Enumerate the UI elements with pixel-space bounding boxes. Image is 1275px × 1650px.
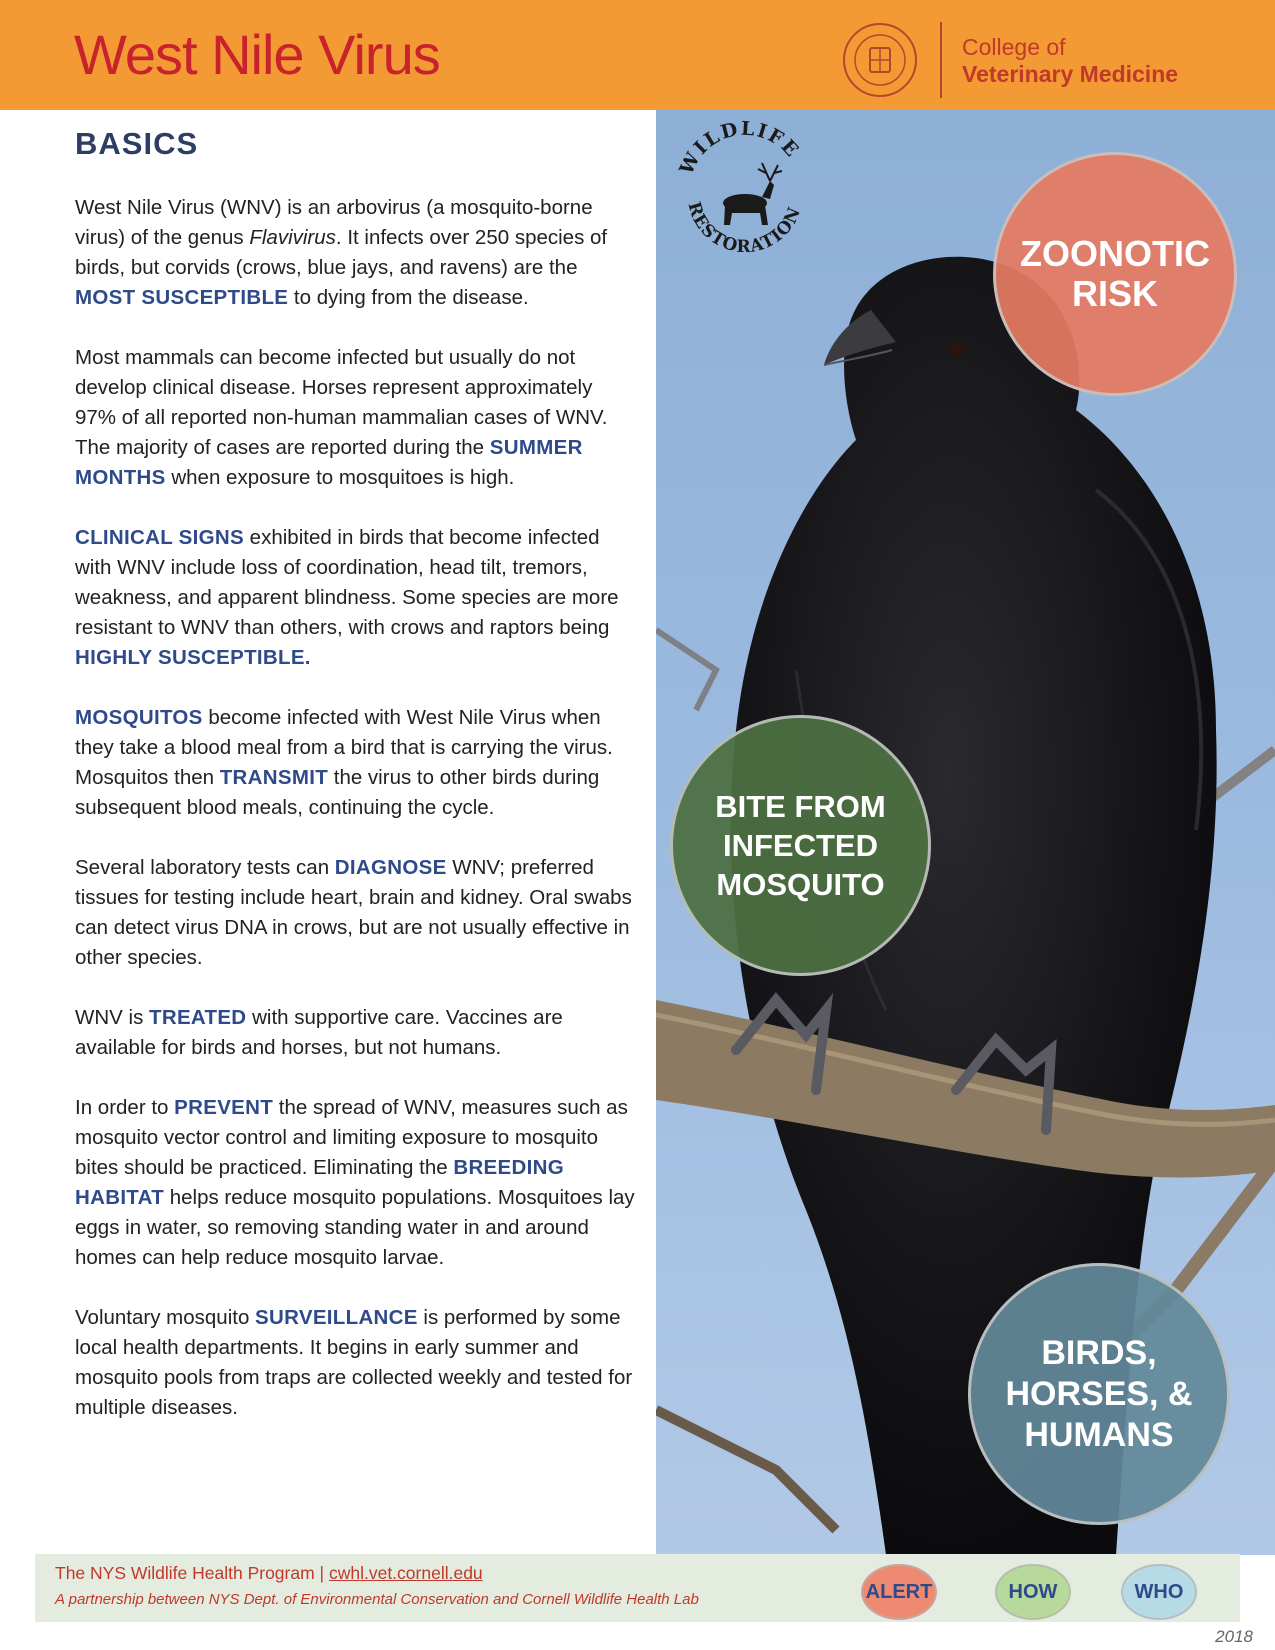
- text-run: West Nile Virus (WNV) is an arbovirus (a mosquito-borne virus) of the genus: [75, 196, 593, 249]
- page-title: West Nile Virus: [74, 23, 440, 86]
- paragraph-clinical-signs: [75, 523, 635, 673]
- circle-line: HORSES, &: [1005, 1374, 1193, 1413]
- highlight-mosquitos: MOSQUITOS: [75, 706, 203, 729]
- circle-line: BIRDS,: [1041, 1333, 1157, 1372]
- highlight-prevent: PREVENT: [174, 1096, 274, 1119]
- text-run: Voluntary mosquito: [75, 1306, 256, 1329]
- circle-line: MOSQUITO: [716, 867, 885, 902]
- paragraph-mammals: [75, 343, 635, 493]
- publication-year: 2018: [1215, 1627, 1253, 1646]
- cornell-seal-icon: [842, 22, 918, 98]
- highlight-diagnose: DIAGNOSE: [334, 856, 447, 879]
- genus-name: Flavivirus: [249, 226, 336, 249]
- header-divider: [940, 22, 942, 98]
- paragraph-surveillance: [75, 1303, 635, 1423]
- basics-body: [75, 193, 635, 1453]
- text-run: with supportive care. Vaccines are available for birds and horses, but not humans.: [75, 1006, 563, 1059]
- how-button[interactable]: HOW: [995, 1564, 1071, 1620]
- alert-button[interactable]: ALERT: [861, 1564, 937, 1620]
- text-run: Most mammals can become infected but usually do not develop clinical disease. Horses represent approximately 97% of all reported non-human mammalian cases of WNV. The majority of cases are reported during the: [75, 346, 608, 459]
- circle-line: ZOONOTIC: [1020, 233, 1210, 274]
- text-run: to dying from the disease.: [288, 286, 529, 309]
- header-banner: [0, 0, 1275, 110]
- highlight-highly-susceptible: HIGHLY SUSCEPTIBLE.: [75, 646, 311, 669]
- zoonotic-risk-circle: [993, 152, 1237, 396]
- circle-line: BITE FROM: [715, 789, 886, 824]
- section-heading: BASICS: [75, 126, 199, 161]
- affected-species-circle: [968, 1263, 1230, 1525]
- footer-program-line: [55, 1563, 483, 1584]
- highlight-clinical-signs: CLINICAL SIGNS: [75, 526, 244, 549]
- website-link[interactable]: cwhl.vet.cornell.edu: [328, 1563, 483, 1583]
- highlight-breeding-habitat: BREEDING HABITAT: [75, 1156, 564, 1209]
- text-run: is performed by some local health departments. It begins in early summer and mosquito pools from traps are collected weekly and tested for multiple diseases.: [75, 1306, 633, 1419]
- text-run: the spread of WNV, measures such as mosquito vector control and limiting exposure to mosquito bites should be practiced. Eliminating the: [75, 1096, 628, 1179]
- transmission-circle: [670, 715, 931, 976]
- text-run: WNV is: [75, 1006, 150, 1029]
- program-name: The NYS Wildlife Health Program: [55, 1563, 315, 1583]
- college-line2: Veterinary Medicine: [962, 61, 1179, 87]
- circle-line: INFECTED: [723, 828, 878, 863]
- text-run: In order to: [75, 1096, 175, 1119]
- text-run: the virus to other birds during subsequent blood meals, continuing the cycle.: [75, 766, 600, 819]
- circle-line: RISK: [1071, 273, 1158, 314]
- college-name: [962, 34, 1178, 88]
- text-run: WNV; preferred tissues for testing include heart, brain and kidney. Oral swabs can detect virus DNA in crows, but are not usually effective in other species.: [75, 856, 632, 969]
- text-run: when exposure to mosquitoes is high.: [165, 466, 515, 489]
- wildlife-restoration-logo: [670, 115, 820, 265]
- paragraph-species: [75, 193, 635, 313]
- footer-separator: |: [319, 1563, 325, 1583]
- highlight-transmit: TRANSMIT: [219, 766, 329, 789]
- text-run: helps reduce mosquito populations. Mosquitoes lay eggs in water, so removing standing water in and around homes can help reduce mosquito larvae.: [75, 1186, 635, 1269]
- circle-line: HUMANS: [1024, 1415, 1174, 1454]
- text-run: . It infects over 250 species of birds, but corvids (crows, blue jays, and ravens) are the: [75, 226, 608, 279]
- paragraph-treated: [75, 1003, 635, 1063]
- highlight-surveillance: SURVEILLANCE: [255, 1306, 418, 1329]
- footer-bar: [35, 1554, 1240, 1622]
- text-run: Several laboratory tests can: [75, 856, 335, 879]
- svg-text:WILDLIFE: WILDLIFE: [675, 117, 804, 179]
- text-run: become infected with West Nile Virus when they take a blood meal from a bird that is carrying the virus. Mosquitos then: [75, 706, 613, 789]
- highlight-most-susceptible: MOST SUSCEPTIBLE: [75, 286, 289, 309]
- partnership-text: A partnership between NYS Dept. of Environmental Conservation and Cornell Wildlife Health Lab: [55, 1591, 699, 1608]
- highlight-treated: TREATED: [149, 1006, 247, 1029]
- svg-text:RESTORATION: RESTORATION: [683, 199, 806, 258]
- paragraph-mosquitos: [75, 703, 635, 823]
- paragraph-prevent: [75, 1093, 635, 1273]
- college-line1: College of: [962, 34, 1066, 60]
- highlight-summer-months: SUMMER MONTHS: [75, 436, 583, 489]
- text-run: exhibited in birds that become infected with WNV include loss of coordination, head tilt, tremors, weakness, and apparent blindness. Some species are more resistant to WNV than others, with crows and raptors being: [75, 526, 619, 639]
- paragraph-diagnose: [75, 853, 635, 973]
- who-button[interactable]: WHO: [1121, 1564, 1197, 1620]
